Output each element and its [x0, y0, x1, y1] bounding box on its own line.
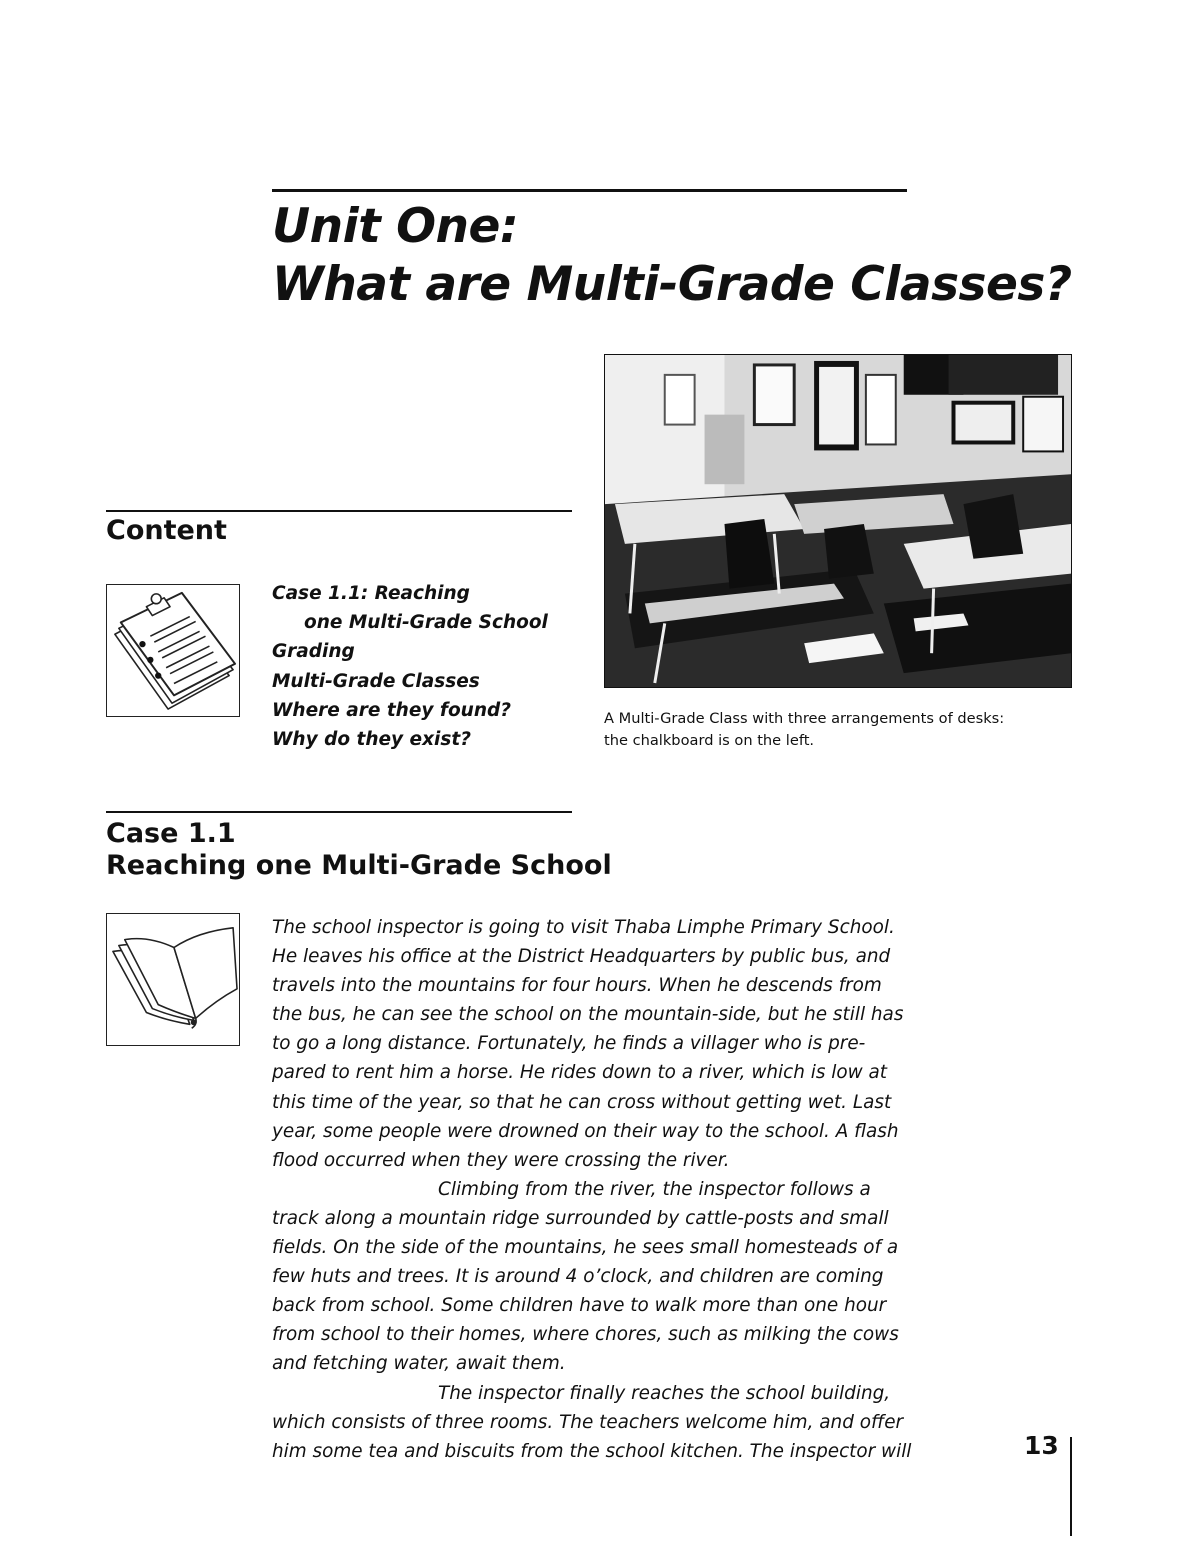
body-line: to go a long distance. Fortunately, he finds a villager who is pre- [272, 1033, 866, 1055]
case-number: Case 1.1 [106, 818, 236, 849]
contents-item: Why do they exist? [272, 729, 471, 751]
photo-caption [604, 708, 1074, 752]
unit-title-line2: What are Multi-Grade Classes? [272, 257, 1072, 312]
contents-list [272, 579, 548, 754]
body-line: from school to their homes, where chores, such as milking the cows [272, 1324, 899, 1346]
caption-line: the chalkboard is on the left. [604, 732, 815, 749]
contents-item: one Multi-Grade School [304, 612, 548, 634]
body-line: The school inspector is going to visit Thaba Limphe Primary School. [272, 917, 895, 938]
body-line: this time of the year, so that he can cross without getting wet. Last [272, 1091, 892, 1113]
contents-item: Multi-Grade Classes [272, 670, 480, 692]
body-line: pared to rent him a horse. He rides down to a river, which is low at [272, 1062, 888, 1084]
body-line: him some tea and biscuits from the school kitchen. The inspector will [272, 1440, 912, 1462]
body-line: which consists of three rooms. The teachers welcome him, and offer [272, 1411, 904, 1433]
page-margin-rule [1070, 1437, 1072, 1536]
body-line: few huts and trees. It is around 4 o’clock, and children are coming [272, 1266, 884, 1288]
case-rule [106, 811, 572, 813]
case-body [272, 913, 912, 1466]
contents-item: Where are they found? [272, 699, 511, 721]
body-line: year, some people were drowned on their way to the school. A flash [272, 1120, 899, 1142]
body-line: and fetching water, await them. [272, 1353, 566, 1375]
clipboard-checklist-icon [106, 584, 240, 717]
contents-item: Case 1.1: Reaching [272, 583, 470, 604]
body-line: Climbing from the river, the inspector follows a [438, 1178, 871, 1200]
content-rule [106, 510, 572, 512]
body-line: He leaves his office at the District Headquarters by public bus, and [272, 946, 891, 968]
body-line: travels into the mountains for four hours. When he descends from [272, 975, 882, 997]
caption-line: A Multi-Grade Class with three arrangements of desks: [604, 710, 1005, 727]
body-line: back from school. Some children have to walk more than one hour [272, 1295, 887, 1317]
case-heading [106, 818, 612, 882]
body-line: fields. On the side of the mountains, he sees small homesteads of a [272, 1237, 899, 1259]
classroom-photo [604, 354, 1072, 688]
case-title: Reaching one Multi-Grade School [106, 850, 612, 881]
body-line: track along a mountain ridge surrounded by cattle-posts and small [272, 1207, 889, 1229]
content-heading: Content [106, 515, 227, 546]
contents-item: Grading [272, 641, 355, 663]
title-rule [272, 189, 907, 192]
body-line: the bus, he can see the school on the mountain-side, but he still has [272, 1004, 904, 1026]
unit-title [272, 198, 1072, 314]
page-number: 13 [1024, 1431, 1059, 1460]
open-book-icon [106, 913, 240, 1046]
unit-title-line1: Unit One: [272, 199, 519, 254]
body-line: flood occurred when they were crossing the river. [272, 1149, 730, 1171]
body-line: The inspector finally reaches the school building, [438, 1382, 891, 1404]
